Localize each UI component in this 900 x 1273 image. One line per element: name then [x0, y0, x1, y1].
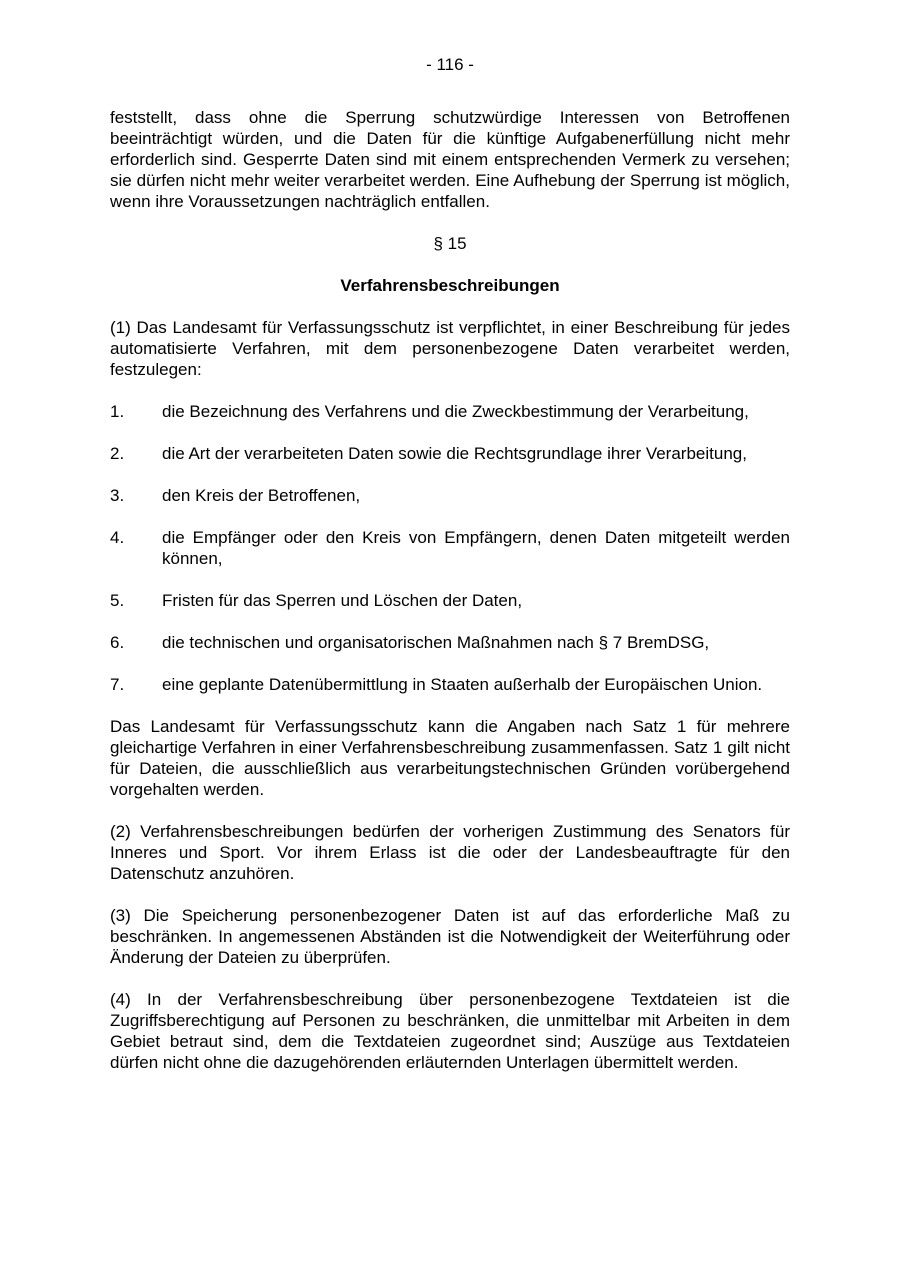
page-content: [110, 107, 790, 1073]
list-item-number: 3.: [110, 486, 125, 505]
section-number: § 15: [433, 234, 467, 253]
list-item-number: 1.: [110, 402, 125, 421]
list-item: [110, 485, 790, 506]
list-item: [110, 401, 790, 422]
list-item-number: 6.: [110, 633, 125, 652]
paragraph-2: (2) Verfahrensbeschreibungen bedürfen der vorherigen Zustimmung des Senators für Inneres und Sport. Vor ihrem Erlass ist die oder der Landesbeauftragte für den Datenschutz anzuhören.: [110, 822, 790, 883]
list-item-number: 2.: [110, 444, 125, 463]
paragraph-1: (1) Das Landesamt für Verfassungsschutz ist verpflichtet, in einer Beschreibung für jedes automatisierte Verfahren, mit dem personenbezogene Daten verarbeitet werden, festzulegen:: [110, 318, 790, 379]
list-item-text: Fristen für das Sperren und Löschen der Daten,: [162, 591, 523, 610]
list-item-number: 4.: [110, 528, 125, 547]
list-item-text: die Bezeichnung des Verfahrens und die Zweckbestimmung der Verarbeitung,: [162, 402, 749, 421]
list-item: [110, 674, 790, 695]
paragraph-3: (3) Die Speicherung personenbezogener Daten ist auf das erforderliche Maß zu beschränken. In angemessenen Abständen ist die Notwendigkeit der Weiterführung oder Änderung der Dateien zu überprüfen.: [110, 906, 790, 967]
numbered-list: [110, 401, 790, 695]
list-item-text: den Kreis der Betroffenen,: [162, 486, 361, 505]
intro-paragraph: feststellt, dass ohne die Sperrung schutzwürdige Interessen von Betroffenen beeinträchtigt würden, und die Daten für die künftige Aufgabenerfüllung nicht mehr erforderlich sind. Gesperrte Daten sind mit einem entsprechenden Vermerk zu versehen; sie dürfen nicht mehr weiter verarbeitet werden. Eine Aufhebung der Sperrung ist möglich, wenn ihre Voraussetzungen nachträglich entfallen.: [110, 108, 790, 211]
paragraph-1-continuation: Das Landesamt für Verfassungsschutz kann die Angaben nach Satz 1 für mehrere gleichartige Verfahren in einer Verfahrensbeschreibung zusammenfassen. Satz 1 gilt nicht für Dateien, die ausschließlich aus verarbeitungstechnischen Gründen vorübergehend vorgehalten werden.: [110, 717, 790, 799]
list-item-number: 7.: [110, 675, 125, 694]
list-item-number: 5.: [110, 591, 125, 610]
list-item-text: die technischen und organisatorischen Maßnahmen nach § 7 BremDSG,: [162, 633, 710, 652]
section-title: Verfahrensbeschreibungen: [340, 276, 560, 295]
list-item: [110, 590, 790, 611]
list-item-text: eine geplante Datenübermittlung in Staaten außerhalb der Europäischen Union.: [162, 675, 763, 694]
paragraph-4: (4) In der Verfahrensbeschreibung über personenbezogene Textdateien ist die Zugriffsberechtigung auf Personen zu beschränken, die unmittelbar mit Arbeiten in dem Gebiet betraut sind, dem die Textdateien zugeordnet sind; Auszüge aus Textdateien dürfen nicht ohne die dazugehörenden erläuternden Unterlagen übermittelt werden.: [110, 990, 790, 1072]
list-item: [110, 527, 790, 569]
list-item: [110, 443, 790, 464]
list-item-text: die Empfänger oder den Kreis von Empfängern, denen Daten mitgeteilt werden können,: [162, 528, 790, 568]
list-item-text: die Art der verarbeiteten Daten sowie die Rechtsgrundlage ihrer Verarbeitung,: [162, 444, 747, 463]
list-item: [110, 632, 790, 653]
page-number: - 116 -: [426, 55, 474, 74]
